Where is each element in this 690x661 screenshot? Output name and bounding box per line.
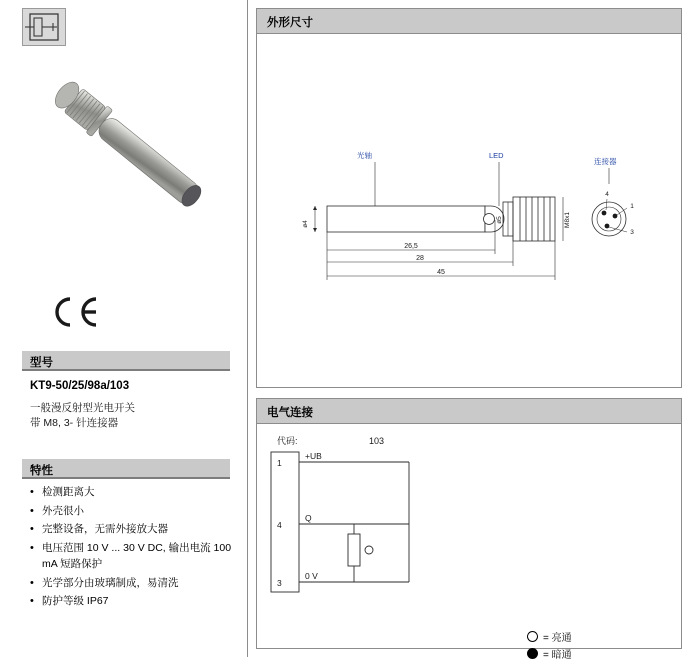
list-item: • 外壳很小 [30, 503, 235, 520]
model-code: KT9-50/25/98a/103 [30, 380, 130, 392]
dimensions-panel [256, 8, 682, 388]
label-dim-thread: M8x1 [564, 212, 571, 228]
terminal-signal-3: 0 V [305, 571, 318, 581]
label-dim-b: ø5 [496, 216, 503, 224]
open-circle-icon [527, 631, 538, 642]
wiring-panel-header [257, 399, 681, 424]
legend-dark-on-text: = 暗通 [543, 650, 572, 661]
wiring-panel-title: 电气连接 [267, 407, 313, 419]
label-code: 代码: [277, 436, 298, 446]
list-item: • 完整设备，无需外接放大器 [30, 521, 235, 538]
list-item: • 电压范围 10 V ... 30 V DC, 输出电流 100 mA 短路保护 [30, 540, 235, 573]
ce-mark-logo [44, 296, 104, 328]
label-dim-26-5: 26,5 [404, 243, 418, 250]
label-connector: 连接器 [594, 157, 617, 166]
dimensions-panel-header [257, 9, 681, 34]
wiring-diagram [257, 424, 681, 661]
sensor-symbol-icon [22, 8, 66, 46]
left-column [0, 0, 248, 657]
list-item: • 检测距离大 [30, 484, 235, 501]
model-section-title: 型号 [30, 357, 53, 369]
label-optical-axis: 光轴 [357, 151, 372, 160]
legend-light-on [527, 629, 572, 644]
label-led: LED [489, 151, 504, 160]
label-dim-28: 28 [416, 255, 424, 262]
terminal-signal-4: Q [305, 513, 312, 523]
label-pin-1: 1 [630, 203, 634, 210]
label-dim-45: 45 [437, 269, 445, 276]
features-list [30, 484, 235, 612]
terminal-pin-4: 4 [277, 520, 282, 530]
label-dim-a: ø4 [302, 220, 309, 228]
legend-dark-on [527, 646, 572, 661]
terminal-signal-1: +UB [305, 451, 322, 461]
model-description-line2: 带 M8, 3- 针连接器 [30, 417, 119, 429]
list-item: • 光学部分由玻璃制成，易清洗 [30, 575, 235, 592]
label-pin-3: 3 [630, 229, 634, 236]
label-pin-4: 4 [605, 191, 609, 198]
model-description [30, 401, 230, 431]
connector-face-view [592, 191, 634, 236]
legend-light-on-text: = 亮通 [543, 633, 572, 644]
features-section-title: 特性 [30, 465, 53, 477]
dimensions-panel-title: 外形尺寸 [267, 17, 313, 29]
terminal-pin-3: 3 [277, 578, 282, 588]
filled-circle-icon [527, 648, 538, 659]
label-code-value: 103 [369, 436, 385, 446]
wiring-panel [256, 398, 682, 661]
model-description-line1: 一般漫反射型光电开关 [30, 402, 135, 414]
model-section-header [22, 351, 230, 371]
dimensions-drawing [257, 34, 681, 387]
list-item: • 防护等级 IP67 [30, 593, 235, 610]
terminal-pin-1: 1 [277, 458, 282, 468]
features-section-header [22, 459, 230, 479]
product-photo [18, 52, 233, 242]
